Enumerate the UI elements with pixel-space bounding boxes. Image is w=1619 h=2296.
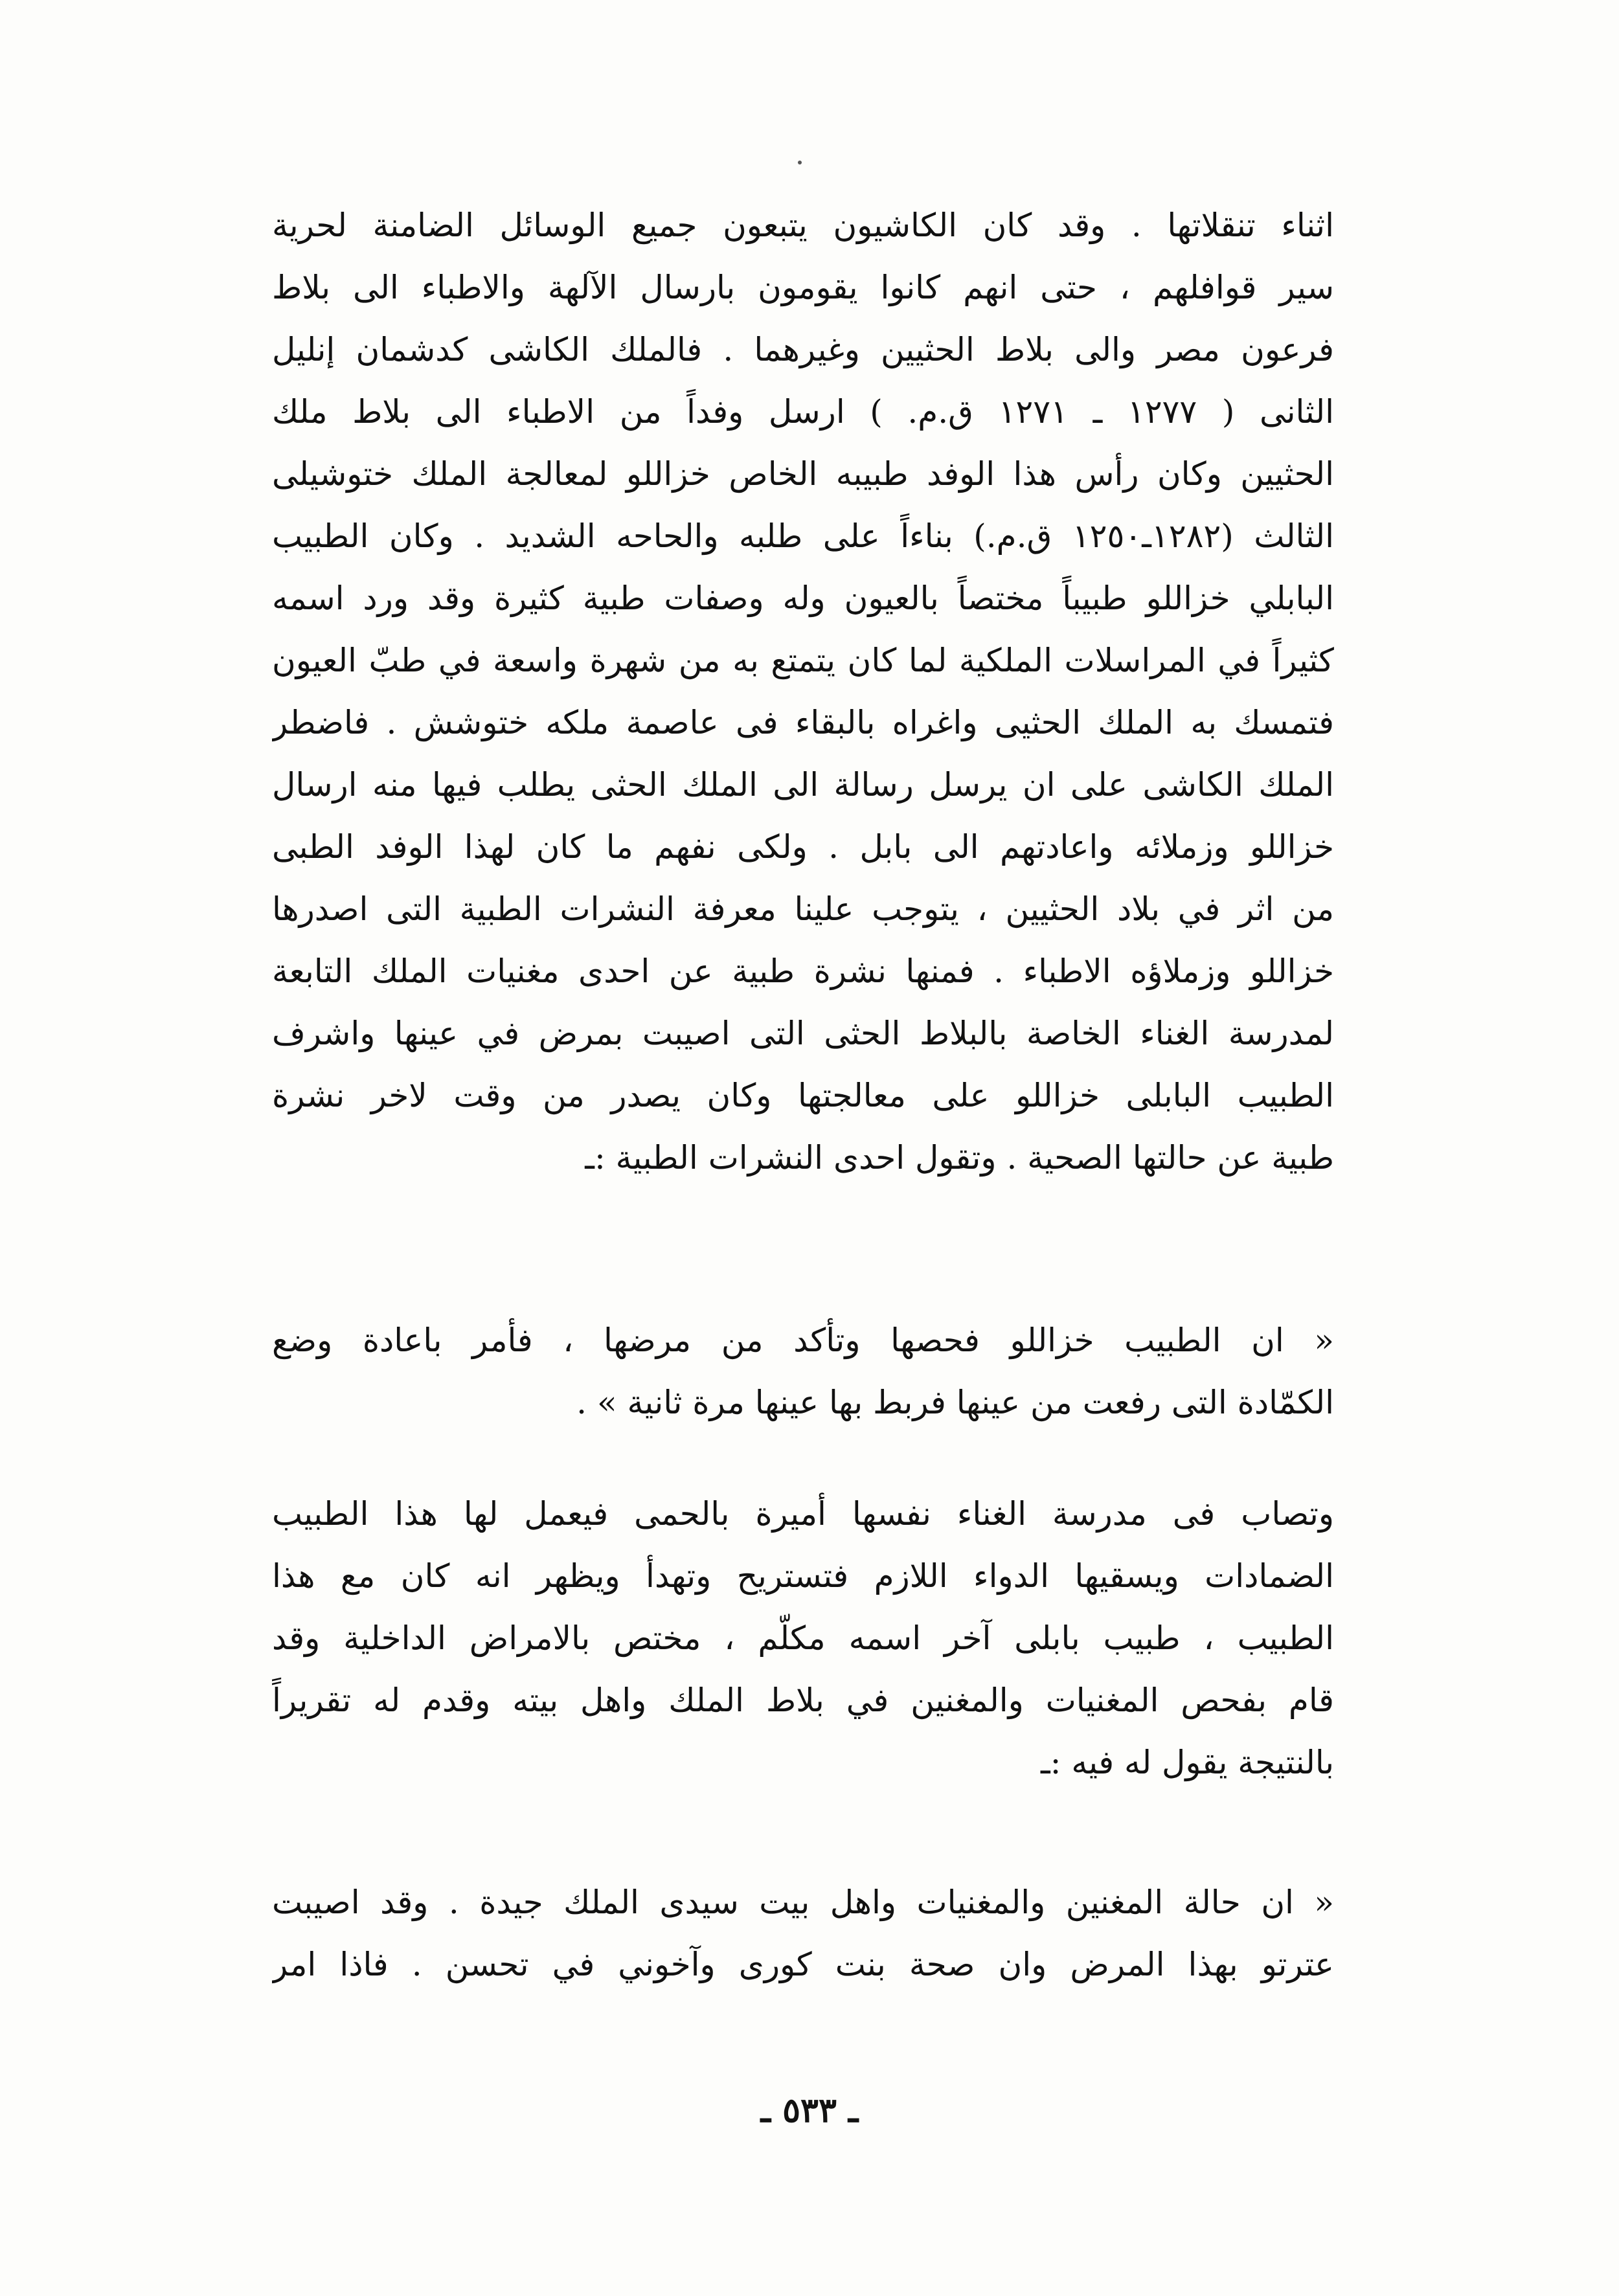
text-line: الثالث (١٢٨٢ـ١٢٥٠ ق.م.) بناءاً على طلبه والحاحه الشديد . وكان الطبيب [272,517,1334,555]
text-line: فتمسك به الملك الحثيى واغراه بالبقاء فى عاصمة ملكه ختوشش . فاضطر [272,704,1334,741]
text-line: الطبيب ، طبيب بابلى آخر اسمه مكلّم ، مختص بالامراض الداخلية وقد [272,1619,1334,1657]
text-line: كثيراً في المراسلات الملكية لما كان يتمتع به من شهرة واسعة في طبّ العيون [272,642,1334,679]
page-number: ـ ٥٣٣ ـ [760,2091,859,2130]
text-line: الحثيين وكان رأس هذا الوفد طبيبه الخاص خزاللو لمعالجة الملك ختوشيلى [272,455,1334,493]
text-line: خزاللو وزملائه واعادتهم الى بابل . ولكى نفهم ما كان لهذا الوفد الطبى [272,828,1334,866]
text-line: قام بفحص المغنيات والمغنين في بلاط الملك واهل بيته وقدم له تقريراً [272,1682,1334,1719]
text-line: الطبيب البابلى خزاللو على معالجتها وكان يصدر من وقت لاخر نشرة [272,1077,1334,1114]
text-line: اثناء تنقلاتها . وقد كان الكاشيون يتبعون جميع الوسائل الضامنة لحرية [272,207,1334,244]
text-line: بالنتيجة يقول له فيه :ـ [1040,1744,1334,1781]
text-line: فرعون مصر والى بلاط الحثيين وغيرهما . فالملك الكاشى كدشمان إنليل [272,331,1334,368]
text-line: الملك الكاشى على ان يرسل رسالة الى الملك الحثى يطلب فيها منه ارسال [272,766,1334,804]
text-line: البابلي خزاللو طبيباً مختصاً بالعيون وله وصفات طبية كثيرة وقد ورد اسمه [272,580,1334,617]
text-line: وتصاب فى مدرسة الغناء نفسها أميرة بالحمى فيعمل لها هذا الطبيب [272,1495,1334,1533]
text-line: سير قوافلهم ، حتى انهم كانوا يقومون بارسال الآلهة والاطباء الى بلاط [272,269,1334,306]
quote-line: الكمّادة التى رفعت من عينها فربط بها عينها مرة ثانية » . [576,1384,1334,1421]
quotation-1 [272,1309,1334,1434]
text-line: طبية عن حالتها الصحية . وتقول احدى النشرات الطبية :ـ [585,1139,1334,1176]
paragraph-1 [272,194,1334,1189]
quote-line: « ان الطبيب خزاللو فحصها وتأكد من مرضها ، فأمر باعادة وضع [272,1322,1334,1359]
quote-line: « ان حالة المغنين والمغنيات واهل بيت سيدى الملك جيدة . وقد اصيبت [272,1884,1334,1921]
text-line: من اثر في بلاد الحثيين ، يتوجب علينا معرفة النشرات الطبية التى اصدرها [272,890,1334,928]
paragraph-2 [272,1483,1334,1794]
quote-line: عترتو بهذا المرض وان صحة بنت كورى وآخوني في تحسن . فاذا امر [272,1946,1334,1983]
quotation-2 [272,1871,1334,1996]
text-line: لمدرسة الغناء الخاصة بالبلاط الحثى التى اصيبت بمرض في عينها واشرف [272,1015,1334,1052]
text-line: خزاللو وزملاؤه الاطباء . فمنها نشرة طبية عن احدى مغنيات الملك التابعة [272,952,1334,990]
text-line: الثانى ( ١٢٧٧ ـ ١٢٧١ ق.م. ) ارسل وفداً من الاطباء الى بلاط ملك [272,393,1334,431]
print-speck [798,161,802,164]
text-line: الضمادات ويسقيها الدواء اللازم فتستريح وتهدأ ويظهر انه كان مع هذا [272,1557,1334,1595]
